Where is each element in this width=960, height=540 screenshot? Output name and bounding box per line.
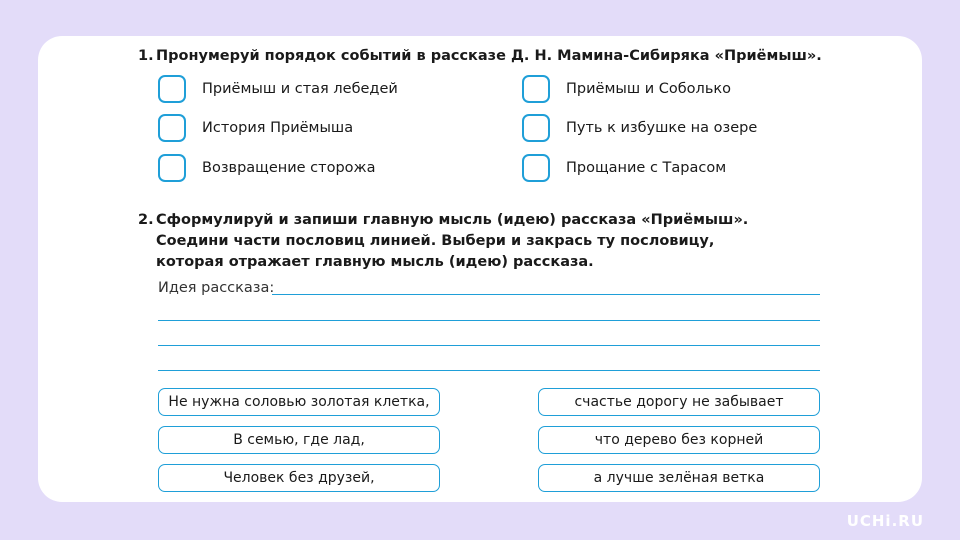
event-item	[522, 74, 731, 104]
event-label: Путь к избушке на озере	[566, 120, 758, 136]
event-item	[158, 153, 376, 183]
event-item	[522, 153, 726, 183]
event-number-box[interactable]	[158, 114, 186, 142]
event-number-box[interactable]	[158, 154, 186, 182]
event-number-box[interactable]	[522, 154, 550, 182]
answer-line[interactable]	[272, 294, 820, 295]
event-number-box[interactable]	[522, 114, 550, 142]
event-label: Приёмыш и стая лебедей	[202, 81, 398, 97]
answer-line[interactable]	[158, 320, 820, 321]
question-2-line-text: Сформулируй и запиши главную мысль (идею) рассказа «Приёмыш».	[156, 212, 749, 228]
event-label: Прощание с Тарасом	[566, 160, 727, 176]
question-2-line: которая отражает главную мысль (идею) рассказа.	[156, 254, 594, 270]
question-1-title	[138, 46, 822, 67]
proverb-start[interactable]: Человек без друзей,	[158, 464, 440, 492]
event-item	[522, 113, 757, 143]
event-label: Приёмыш и Соболько	[566, 81, 732, 97]
proverb-end[interactable]: что дерево без корней	[538, 426, 820, 454]
proverb-start[interactable]: В семью, где лад,	[158, 426, 440, 454]
event-label: Возвращение сторожа	[202, 160, 376, 176]
event-label: История Приёмыша	[202, 120, 354, 136]
event-item	[158, 74, 398, 104]
question-2-title	[138, 210, 748, 273]
proverb-end[interactable]: а лучше зелёная ветка	[538, 464, 820, 492]
answer-line[interactable]	[158, 345, 820, 346]
question-1-text: Пронумеруй порядок событий в рассказе Д. Н. Мамина-Сибиряка «Приёмыш».	[156, 48, 822, 64]
event-number-box[interactable]	[158, 75, 186, 103]
event-item	[158, 113, 353, 143]
question-1-number: 1.	[138, 48, 154, 64]
event-number-box[interactable]	[522, 75, 550, 103]
proverb-end[interactable]: счастье дорогу не забывает	[538, 388, 820, 416]
idea-label: Идея рассказа:	[158, 280, 275, 296]
answer-line[interactable]	[158, 370, 820, 371]
question-2-line	[138, 210, 748, 231]
worksheet-card	[38, 36, 922, 502]
proverb-start[interactable]: Не нужна соловью золотая клетка,	[158, 388, 440, 416]
question-2-line: Соедини части пословиц линией. Выбери и закрась ту пословицу,	[156, 233, 715, 249]
question-2-number: 2.	[138, 212, 154, 228]
brand-logo: UCHi.RU	[846, 512, 924, 530]
